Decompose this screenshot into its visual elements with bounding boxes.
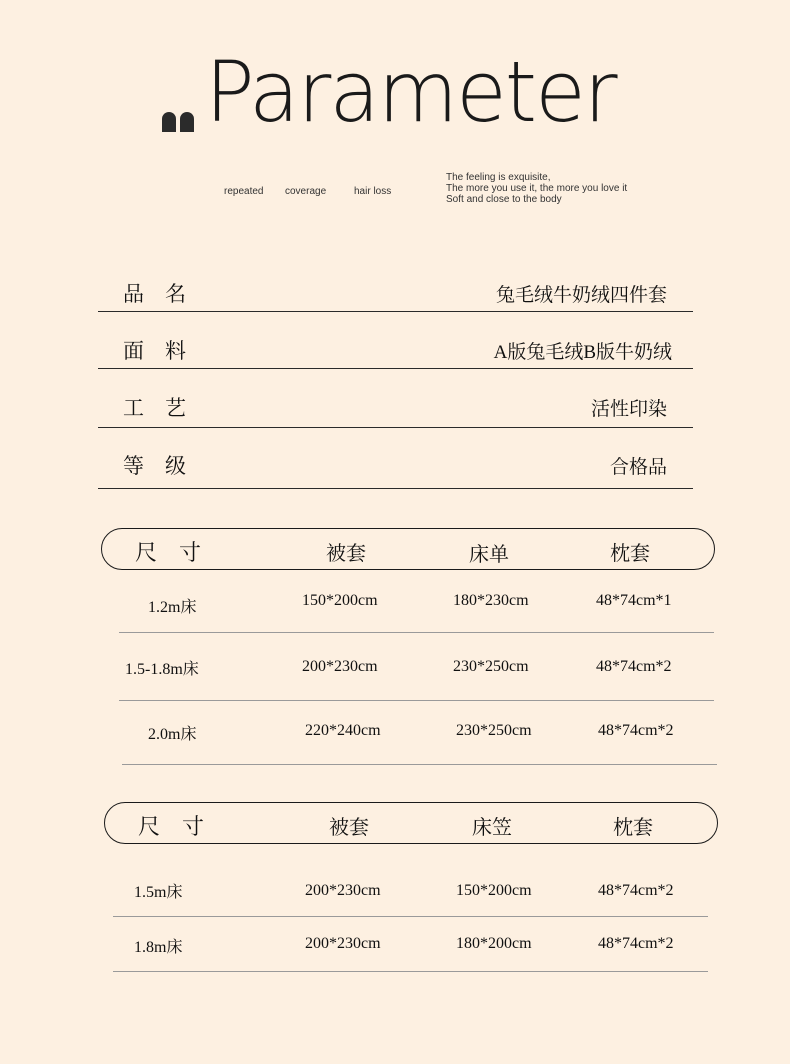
- column-header-pillowcase: 枕套: [610, 543, 650, 565]
- tag-coverage: coverage: [285, 186, 327, 197]
- table-cell: 230*250cm: [456, 722, 532, 739]
- table-cell: 180*200cm: [456, 935, 532, 952]
- table-cell: 2.0m床: [148, 726, 197, 743]
- param-label: 品名: [123, 282, 207, 306]
- table-cell: 220*240cm: [305, 722, 381, 739]
- table-cell: 200*230cm: [305, 882, 381, 899]
- table-cell: 48*74cm*2: [598, 722, 674, 739]
- table-cell: 230*250cm: [453, 658, 529, 675]
- param-value: 活性印染: [590, 399, 667, 420]
- feeling-line: The feeling is exquisite,: [446, 172, 551, 183]
- divider: [98, 427, 693, 428]
- divider: [98, 311, 693, 312]
- param-label: 面料: [123, 339, 207, 363]
- param-label: 工艺: [123, 396, 207, 420]
- param-label: 等级: [123, 454, 207, 478]
- param-value: A版兔毛绒B版牛奶绒: [493, 342, 672, 363]
- table-cell: 1.8m床: [134, 939, 183, 956]
- column-header-sheet: 床单: [469, 544, 509, 566]
- param-value: 兔毛绒牛奶绒四件套: [495, 285, 667, 306]
- table-cell: 1.5-1.8m床: [125, 661, 199, 678]
- table-cell: 150*200cm: [456, 882, 532, 899]
- column-header-fitted-sheet: 床笠: [472, 817, 512, 839]
- table-cell: 180*230cm: [453, 592, 529, 609]
- feeling-line: The more you use it, the more you love it: [446, 183, 628, 194]
- table-cell: 48*74cm*2: [596, 658, 672, 675]
- row-divider: [113, 971, 708, 972]
- table-cell: 48*74cm*1: [596, 592, 672, 609]
- table-cell: 150*200cm: [302, 592, 378, 609]
- table-cell: 200*230cm: [302, 658, 378, 675]
- divider: [98, 488, 693, 489]
- page-title: Parameter: [205, 43, 616, 141]
- row-divider: [113, 916, 708, 917]
- column-header-pillowcase: 枕套: [613, 817, 653, 839]
- feeling-text: [446, 172, 627, 205]
- table-cell: 200*230cm: [305, 935, 381, 952]
- column-header-duvet: 被套: [329, 817, 369, 839]
- row-divider: [119, 632, 714, 633]
- column-header-duvet: 被套: [326, 543, 366, 565]
- tag-repeated: repeated: [224, 186, 264, 197]
- table-cell: 48*74cm*2: [598, 935, 674, 952]
- param-value: 合格品: [609, 457, 667, 478]
- divider: [98, 368, 693, 369]
- logo-mark-icon: [162, 110, 198, 132]
- table-cell: 1.5m床: [134, 884, 183, 901]
- table-cell: 1.2m床: [148, 599, 197, 616]
- table-cell: 48*74cm*2: [598, 882, 674, 899]
- column-header-size: 尺寸: [135, 540, 224, 565]
- row-divider: [122, 764, 717, 765]
- feeling-line: Soft and close to the body: [446, 194, 562, 205]
- row-divider: [119, 700, 714, 701]
- tag-hair-loss: hair loss: [354, 186, 392, 197]
- column-header-size: 尺寸: [138, 814, 227, 839]
